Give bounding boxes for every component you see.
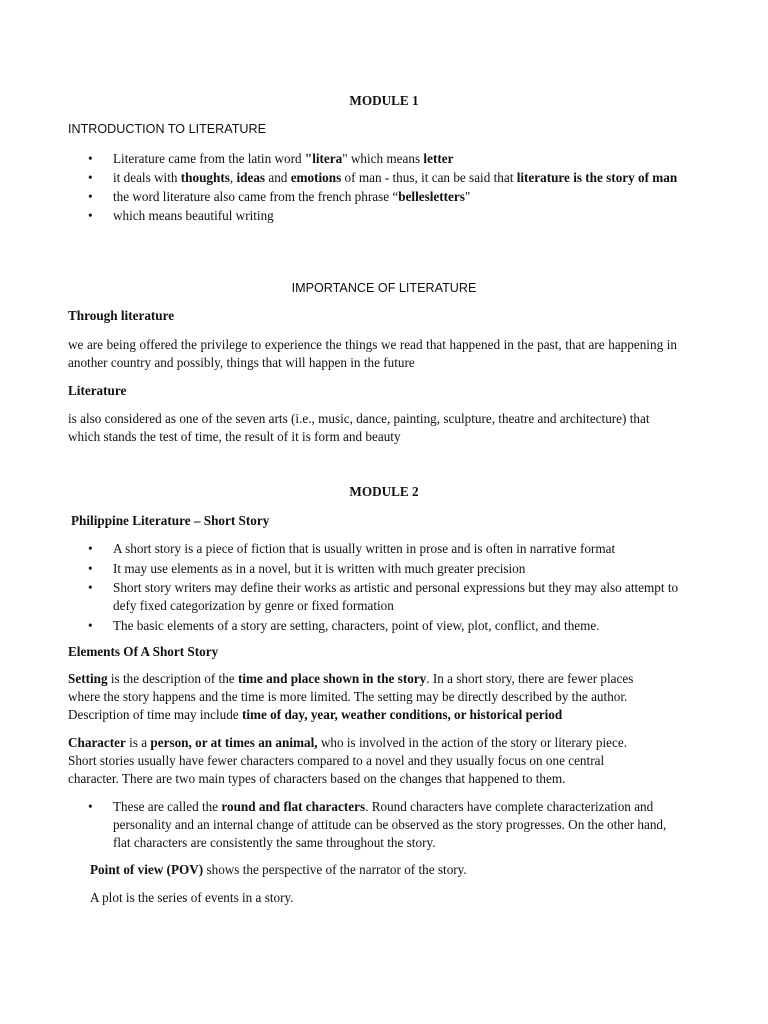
intro-title: INTRODUCTION TO LITERATURE xyxy=(68,122,267,136)
plot-paragraph: A plot is the series of events in a story. xyxy=(90,890,294,905)
list-item: • the word literature also came from the french phrase “bellesletters" xyxy=(68,188,688,206)
pov-paragraph: Point of view (POV) shows the perspective of the narrator of the story. xyxy=(90,862,467,877)
module-2-subtitle: Philippine Literature – Short Story xyxy=(71,513,270,528)
literature-text: is also considered as one of the seven arts (i.e., music, dance, painting, sculpture, theatre and architecture) that which stands the test of time, the result of it is form and beauty xyxy=(68,411,650,444)
character-paragraph: Character is a person, or at times an animal, who is involved in the action of the story or literary piece. Short stories usually have fewer characters compared to a novel and they usually focus on one central character. There are two main types of characters based on the changes that happened to them. xyxy=(68,735,628,786)
list-item: • Literature came from the latin word "litera" which means letter xyxy=(68,150,688,168)
list-item: • which means beautiful writing xyxy=(68,207,688,225)
through-literature-heading: Through literature xyxy=(68,308,175,323)
list-item: • Short story writers may define their works as artistic and personal expressions but they may also attempt to defy fixed categorization by genre or fixed formation xyxy=(68,579,688,615)
elements-heading: Elements Of A Short Story xyxy=(68,644,219,659)
setting-paragraph: Setting is the description of the time and place shown in the story. In a short story, there are fewer places where the story happens and the time is more limited. The setting may be directly described by the author. Description of time may include time of day, year, weather conditions, or historical period xyxy=(68,671,634,722)
through-literature-text: we are being offered the privilege to experience the things we read that happened in the past, that are happening in another country and possibly, things that will happen in the future xyxy=(68,337,677,370)
intro-bullet-list xyxy=(68,150,688,226)
module-2-heading: MODULE 2 xyxy=(349,484,419,499)
list-item: • it deals with thoughts, ideas and emotions of man - thus, it can be said that literature is the story of man xyxy=(68,169,688,187)
list-item: • A short story is a piece of fiction that is usually written in prose and is often in narrative format xyxy=(68,540,688,558)
list-item: • The basic elements of a story are setting, characters, point of view, plot, conflict, and theme. xyxy=(68,617,688,635)
literature-heading: Literature xyxy=(68,383,127,398)
short-story-bullet-list xyxy=(68,540,688,636)
list-item: • These are called the round and flat characters. Round characters have complete characterization and personality and an internal change of attitude can be observed as the story progresses. On the other hand, flat characters are consistently the same throughout the story. xyxy=(68,798,668,852)
importance-title: IMPORTANCE OF LITERATURE xyxy=(291,281,477,295)
list-item: • It may use elements as in a novel, but it is written with much greater precision xyxy=(68,560,688,578)
character-types-bullet-list xyxy=(68,798,668,852)
module-1-heading: MODULE 1 xyxy=(349,93,419,108)
